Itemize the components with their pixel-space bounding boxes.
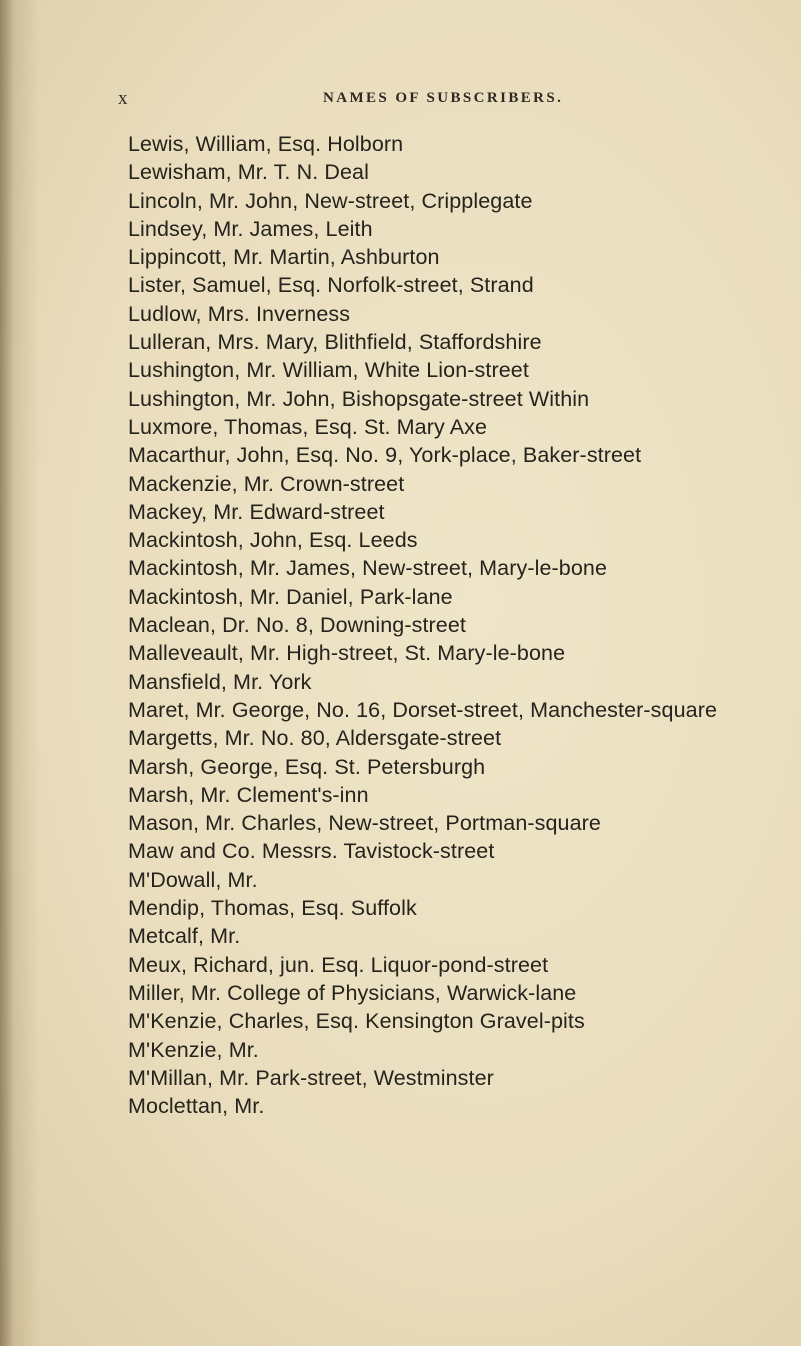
subscriber-entry: Lulleran, Mrs. Mary, Blithfield, Staffordshire — [128, 330, 542, 355]
subscriber-entry: Ludlow, Mrs. Inverness — [128, 301, 351, 326]
subscriber-entry: Lister, Samuel, Esq. Norfolk-street, Strand — [128, 273, 534, 298]
subscriber-entry: Mackey, Mr. Edward-street — [128, 499, 385, 524]
subscriber-entry: M'Dowall, Mr. — [128, 867, 258, 892]
subscriber-entry: Malleveault, Mr. High-street, St. Mary-le-bone — [128, 641, 566, 666]
subscriber-entry: Lushington, Mr. William, White Lion-street — [128, 358, 529, 383]
subscriber-entry: Lindsey, Mr. James, Leith — [128, 216, 373, 241]
page-header — [118, 88, 588, 114]
subscriber-entry: Maclean, Dr. No. 8, Downing-street — [128, 613, 466, 638]
subscriber-entry: Marsh, George, Esq. St. Petersburgh — [128, 754, 486, 779]
subscriber-entry: Mackintosh, John, Esq. Leeds — [128, 528, 418, 553]
subscriber-entry: Lewis, William, Esq. Holborn — [128, 132, 404, 156]
subscriber-entry: Mason, Mr. Charles, New-street, Portman-square — [128, 811, 601, 836]
subscriber-entry: Marsh, Mr. Clement's-inn — [128, 782, 369, 807]
subscriber-entry: Mackenzie, Mr. Crown-street — [128, 471, 405, 496]
subscriber-entry: Meux, Richard, jun. Esq. Liquor-pond-street — [128, 952, 549, 977]
binding-shadow — [0, 0, 14, 1346]
subscriber-entry: Luxmore, Thomas, Esq. St. Mary Axe — [128, 414, 488, 439]
subscriber-entry: Mendip, Thomas, Esq. Suffolk — [128, 896, 417, 921]
subscriber-entry: Maret, Mr. George, No. 16, Dorset-street, Manchester-square — [128, 697, 718, 722]
subscriber-entry: Macarthur, John, Esq. No. 9, York-place, Baker-street — [128, 443, 642, 468]
subscriber-entry: M'Millan, Mr. Park-street, Westminster — [128, 1065, 494, 1090]
subscriber-list — [128, 130, 788, 1120]
subscriber-entry: Mansfield, Mr. York — [128, 669, 312, 694]
subscriber-entry: Moclettan, Mr. — [128, 1094, 265, 1119]
subscriber-entry: Lincoln, Mr. John, New-street, Cripplegate — [128, 188, 533, 213]
running-title: NAMES OF SUBSCRIBERS. — [323, 90, 564, 106]
page-number: x — [118, 88, 129, 109]
subscriber-entry: Miller, Mr. College of Physicians, Warwick-lane — [128, 980, 577, 1005]
subscriber-entry: Lewisham, Mr. T. N. Deal — [128, 160, 369, 185]
subscriber-entry: Mackintosh, Mr. James, New-street, Mary-le-bone — [128, 556, 608, 581]
subscriber-entry: M'Kenzie, Mr. — [128, 1037, 259, 1062]
subscriber-entry: Mackintosh, Mr. Daniel, Park-lane — [128, 584, 453, 609]
subscriber-entry: Lippincott, Mr. Martin, Ashburton — [128, 245, 440, 270]
subscriber-entry: Maw and Co. Messrs. Tavistock-street — [128, 839, 495, 864]
subscriber-entry: Margetts, Mr. No. 80, Aldersgate-street — [128, 726, 502, 751]
subscriber-entry: Lushington, Mr. John, Bishopsgate-street Within — [128, 386, 590, 411]
subscriber-entry: M'Kenzie, Charles, Esq. Kensington Gravel-pits — [128, 1009, 585, 1034]
subscriber-entry: Metcalf, Mr. — [128, 924, 241, 949]
